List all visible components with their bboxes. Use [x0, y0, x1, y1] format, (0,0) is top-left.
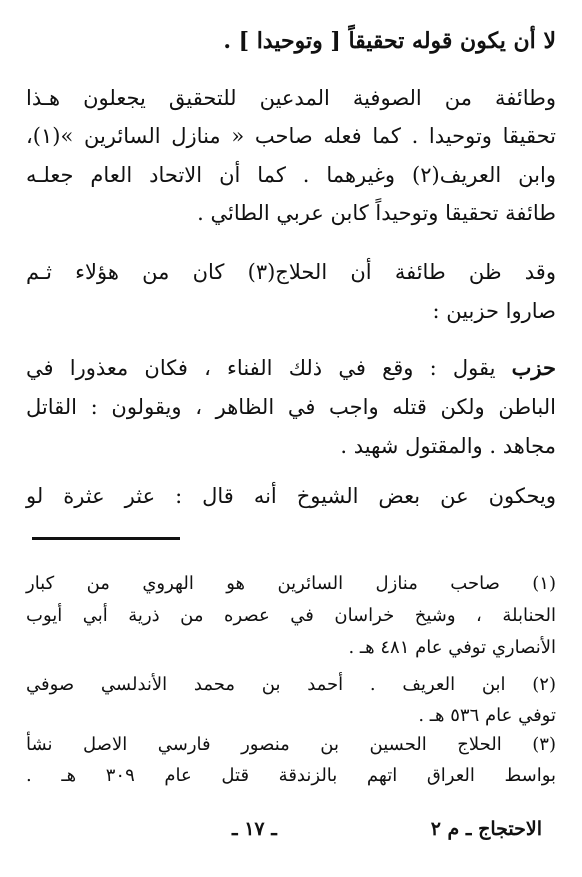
footnote-line: بواسط العراق اتهم بالزندقة قتل عام ٣٠٩ هـ .: [26, 765, 557, 786]
text-line: الباطن ولكن قتله واجب في الظاهر ، ويقولون : القاتل: [26, 395, 556, 419]
keyword-hizb: حزب: [511, 355, 556, 380]
text-line: وطائفة من الصوفية المدعين للتحقيق يجعلون هـذا: [26, 86, 556, 110]
footnote-line: توفي عام ٥٣٦ هـ .: [418, 705, 556, 726]
page-footer: [32, 818, 542, 848]
text-span: يقول : وقع في ذلك الفناء ، فكان معذورا في: [26, 356, 496, 380]
text-line: طائفة تحقيقا وتوحيداً كابن عربي الطائي .: [197, 201, 556, 225]
page-heading: لا أن يكون قوله تحقيقاً [ وتوحيدا ] .: [223, 28, 556, 54]
text-line: صاروا حزبين :: [432, 299, 556, 323]
footnote-line: (١) صاحب منازل السائرين هو الهروي من كبار: [26, 573, 556, 594]
page-number: ـ ١٧ ـ: [232, 818, 277, 840]
footnote-line: (٣) الحلاج الحسين بن منصور فارسي الاصل نشأ: [26, 734, 556, 755]
book-folio: الاحتجاج ـ م ٢: [430, 818, 542, 840]
text-line: [26, 355, 556, 380]
footnote-line: الأنصاري توفي عام ٤٨١ هـ .: [348, 637, 556, 658]
text-line: مجاهد . والمقتول شهيد .: [340, 434, 556, 458]
text-line: وابن العريف(٢) وغيرهما . كما أن الاتحاد العام جعلـه: [26, 163, 556, 187]
text-line: تحقيقا وتوحيدا . كما فعله صاحب « منازل السائرين »(١)،: [26, 124, 556, 148]
paragraph-4: ويحكون عن بعض الشيوخ أنه قال : عثر عثرة لو: [26, 484, 556, 508]
footnote-separator: [32, 537, 180, 540]
text-line: وقد ظن طائفة أن الحلاج(٣) كان من هؤلاء ثـم: [26, 260, 556, 284]
footnote-line: الحنابلة ، وشيخ خراسان في عصره من ذرية أبي أيوب: [26, 605, 556, 626]
footnote-line: (٢) ابن العريف . أحمد بن محمد الأندلسي صوفي: [26, 674, 556, 695]
